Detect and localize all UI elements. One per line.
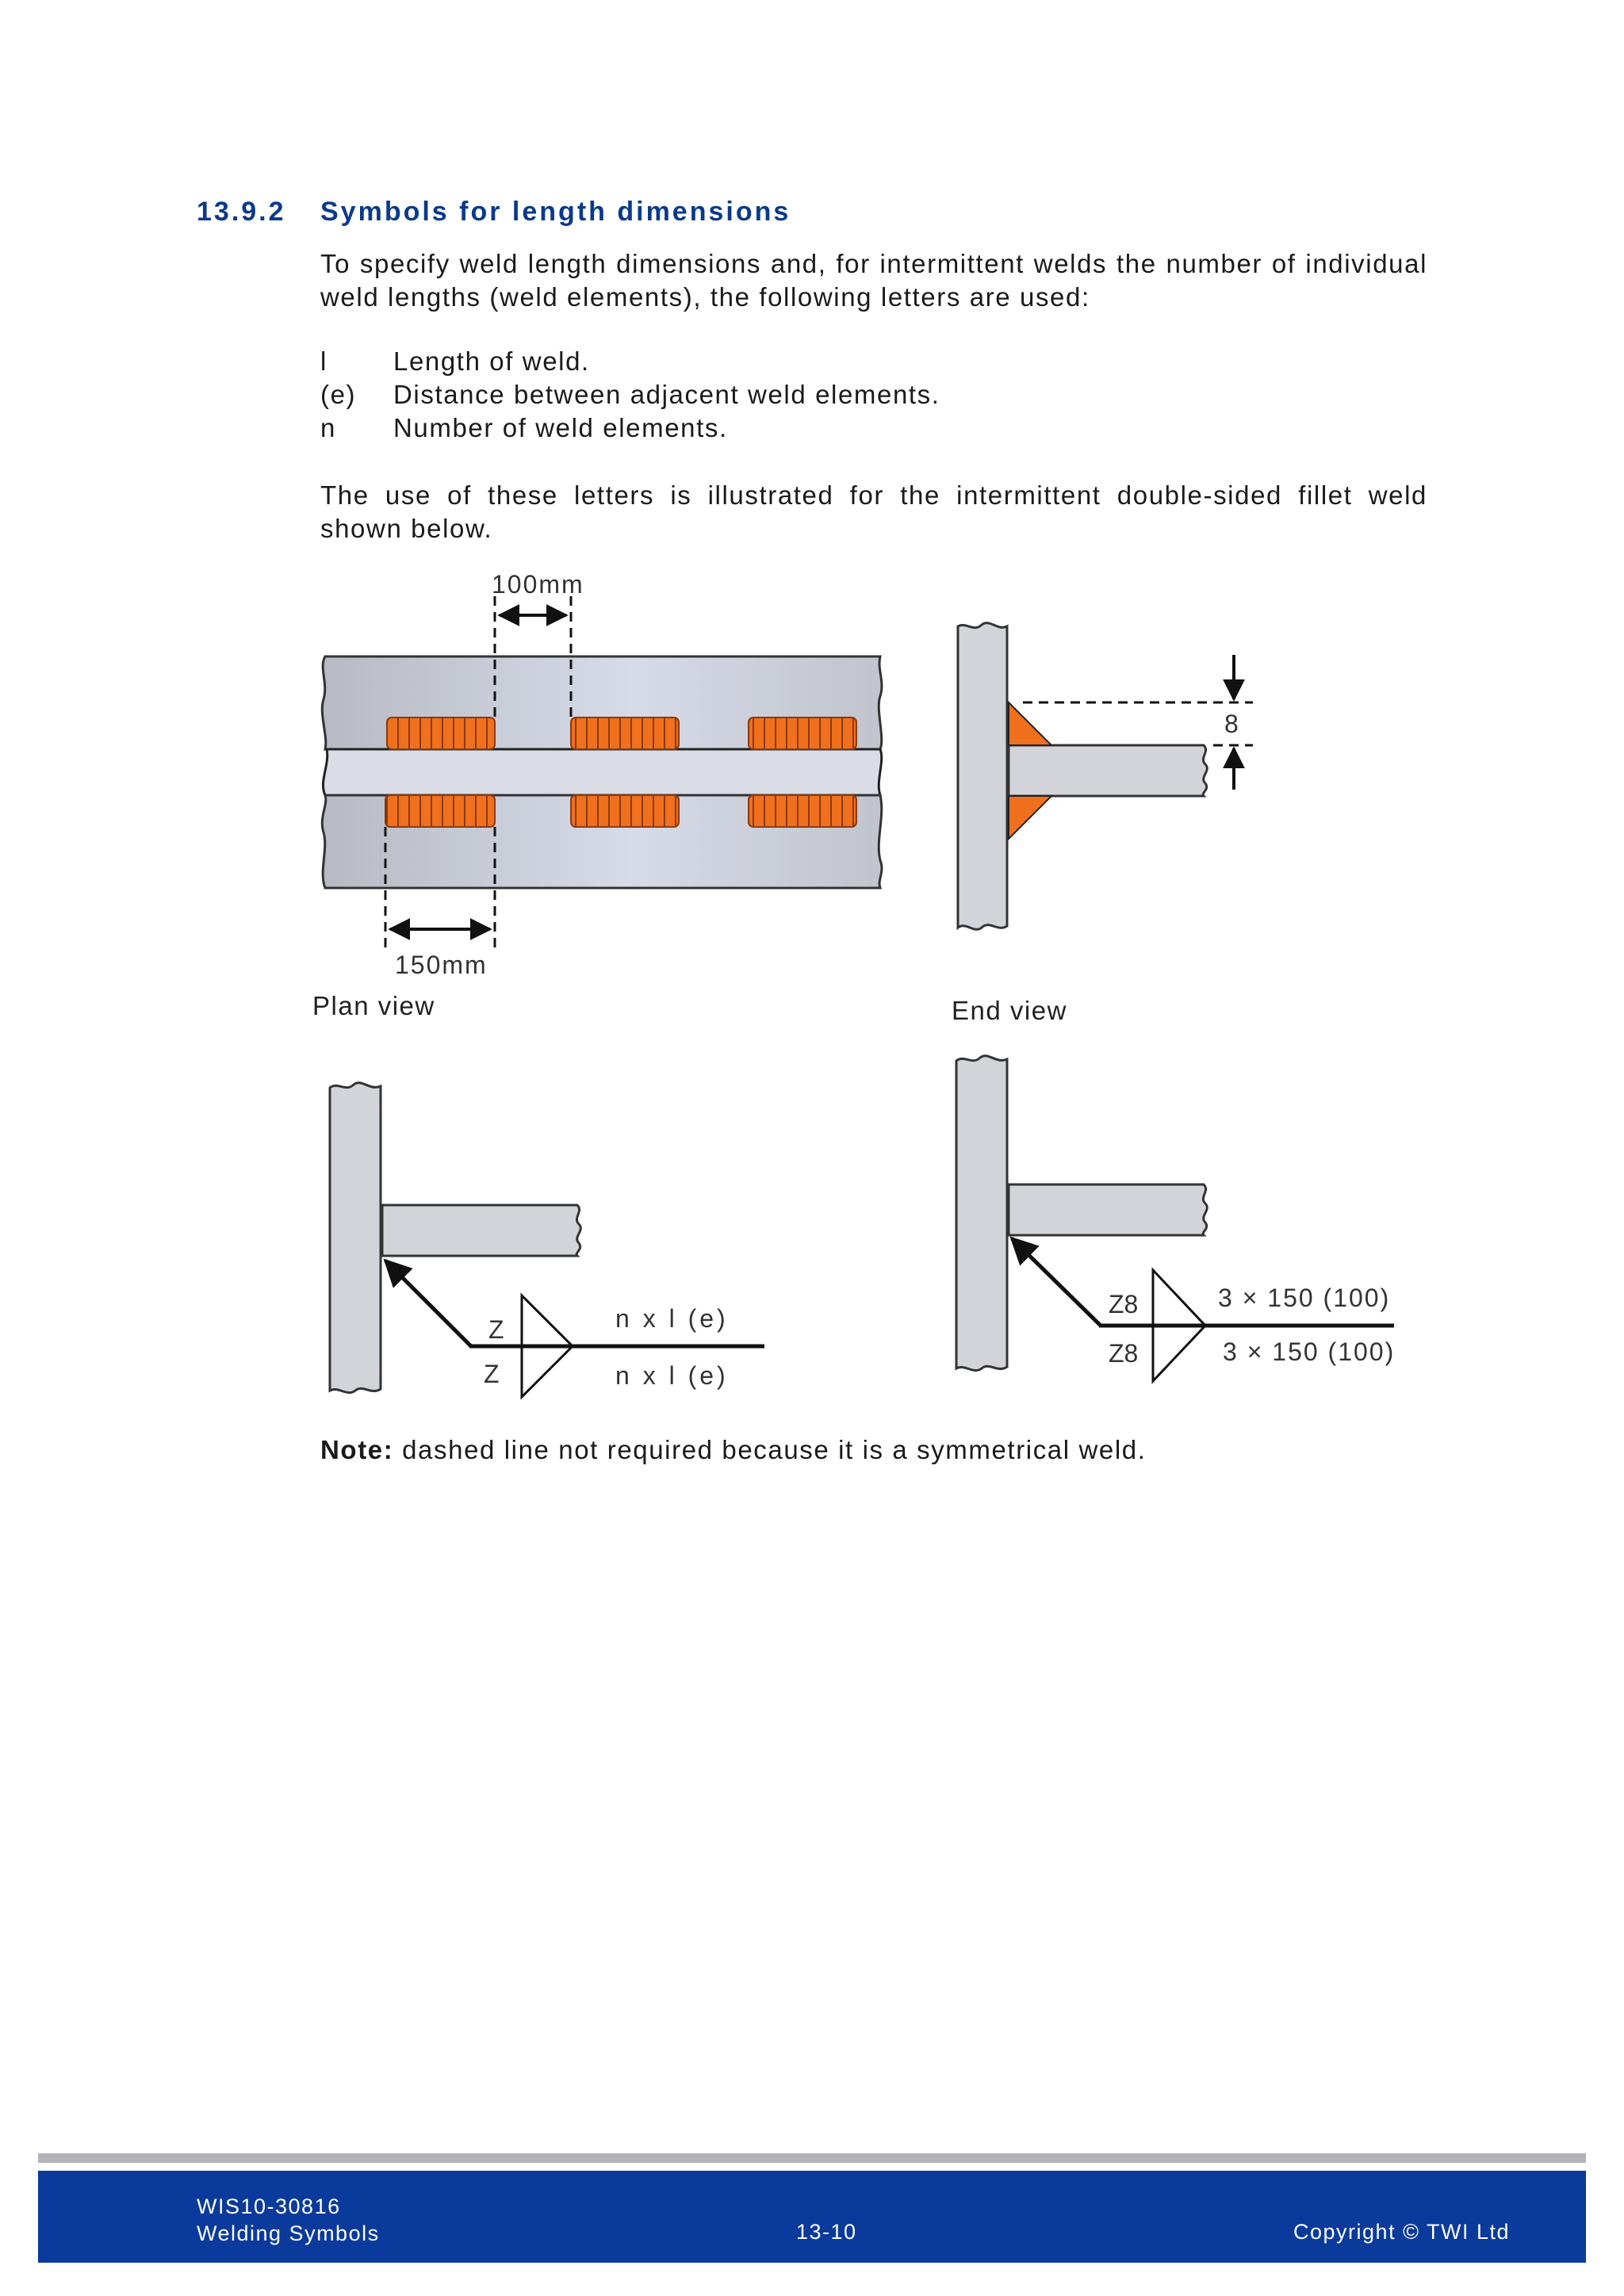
- note-text: dashed line not required because it is a symmetrical weld.: [402, 1435, 1147, 1464]
- definition-text: Distance between adjacent weld elements.: [393, 380, 940, 409]
- definition-key: n: [320, 413, 336, 442]
- arrow-line: [1012, 1238, 1101, 1326]
- section-title: Symbols for length dimensions: [320, 197, 791, 227]
- stiffener-strip: [323, 749, 881, 795]
- dim-label-length: 150mm: [395, 951, 488, 979]
- note: [320, 1435, 1147, 1465]
- fillet-symbol-lower: [522, 1346, 573, 1397]
- weld-bead: [387, 718, 495, 749]
- fillet-weld-bottom: [1009, 796, 1051, 839]
- weld-bead: [749, 795, 856, 827]
- footer-doc-id: WIS10-30816: [197, 2195, 341, 2218]
- definition-text: Length of weld.: [393, 346, 590, 376]
- weld-bead: [749, 718, 856, 749]
- fillet-symbol-upper: [1153, 1270, 1205, 1326]
- plan-view-caption: Plan view: [312, 991, 435, 1020]
- horizontal-plate: [1009, 1184, 1207, 1235]
- definition-text: Number of weld elements.: [393, 413, 728, 442]
- specific-weld-symbol: [956, 1056, 1395, 1381]
- other-side-length-text: n x l (e): [615, 1361, 729, 1390]
- other-side-z8: Z8: [1109, 1339, 1139, 1368]
- arrow-side-z: Z: [488, 1315, 504, 1344]
- footer-doc-info: [197, 2193, 380, 2247]
- horizontal-plate: [382, 1205, 580, 1256]
- section-number: 13.9.2: [197, 197, 286, 227]
- footer-rule: [38, 2153, 1586, 2163]
- dim-label-gap: 100mm: [492, 570, 584, 599]
- usage-paragraph: The use of these letters is illustrated for the intermittent double-sided fillet weld shown below.: [320, 480, 1427, 543]
- definition-key: (e): [320, 380, 357, 409]
- vertical-plate: [958, 623, 1007, 930]
- arrow-line: [385, 1261, 471, 1346]
- weld-bead: [385, 795, 495, 827]
- arrow-side-length-text: n x l (e): [615, 1304, 729, 1333]
- end-view: [952, 623, 1253, 1025]
- arrow-side-length-text: 3 × 150 (100): [1218, 1284, 1391, 1312]
- footer-doc-title: Welding Symbols: [197, 2221, 380, 2245]
- end-view-caption: End view: [952, 996, 1067, 1025]
- weld-bead: [571, 718, 679, 749]
- definition-key: l: [320, 346, 327, 376]
- arrow-side-z8: Z8: [1109, 1290, 1139, 1318]
- plan-view: [312, 570, 882, 1020]
- vertical-plate: [956, 1056, 1007, 1371]
- footer-copyright: Copyright © TWI Ltd: [1293, 2220, 1510, 2244]
- intro-paragraph: To specify weld length dimensions and, for intermittent welds the number of individual weld lengths (weld elements), the following letters are used:: [320, 249, 1427, 312]
- fillet-symbol-lower: [1153, 1326, 1205, 1381]
- vertical-plate: [330, 1083, 381, 1393]
- other-side-length-text: 3 × 150 (100): [1223, 1337, 1396, 1366]
- footer: [38, 2171, 1586, 2263]
- dim-label-size: 8: [1224, 710, 1239, 738]
- note-label: Note:: [320, 1435, 394, 1464]
- other-side-z: Z: [484, 1360, 500, 1388]
- weld-bead: [571, 795, 679, 827]
- generic-weld-symbol: [330, 1083, 764, 1397]
- fillet-weld-top: [1009, 702, 1051, 745]
- fillet-symbol-upper: [522, 1295, 573, 1346]
- footer-page-number: 13-10: [796, 2220, 857, 2244]
- horizontal-plate: [1009, 745, 1207, 796]
